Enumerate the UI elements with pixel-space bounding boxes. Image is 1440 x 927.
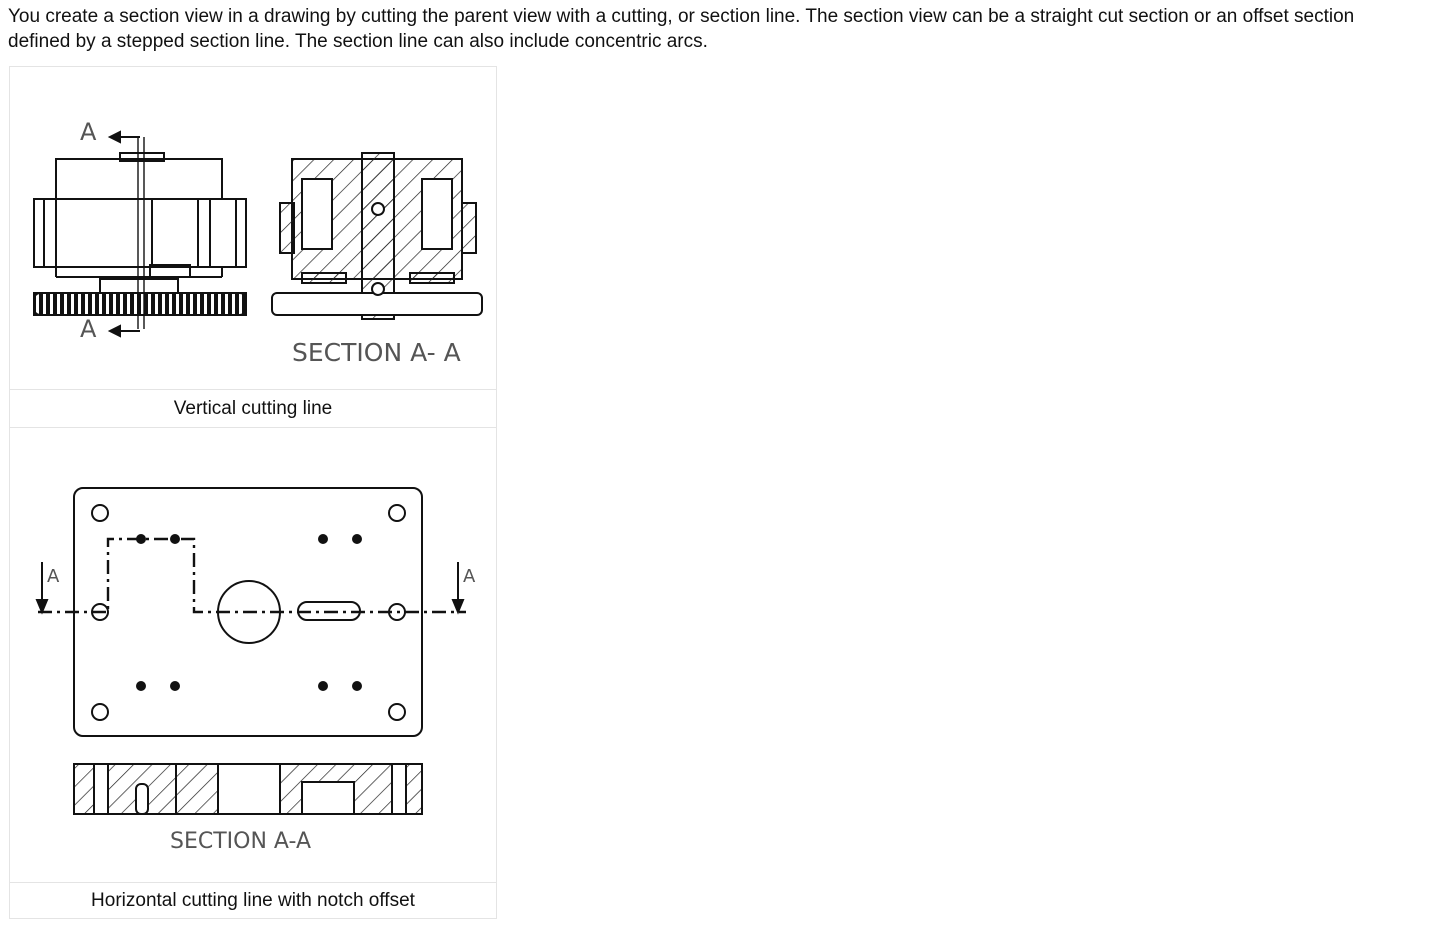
section-view	[272, 153, 482, 319]
cut-arrow-right	[453, 562, 463, 612]
section-title-1: SECTION A- A	[292, 338, 461, 367]
cut-label-left: A	[47, 566, 60, 587]
section-view-2	[74, 764, 422, 814]
figure-vertical-cut-image	[10, 67, 496, 390]
cutting-line	[38, 539, 466, 612]
vertical-cut-drawing	[10, 67, 496, 389]
caption-vertical-cut: Vertical cutting line	[10, 390, 496, 428]
cut-arrow-bottom	[110, 326, 140, 336]
horizontal-cut-drawing	[10, 428, 496, 882]
section-title-2: SECTION A-A	[170, 829, 311, 854]
cut-label-bottom: A	[80, 315, 97, 343]
parent-view	[34, 137, 246, 329]
intro-paragraph: You create a section view in a drawing by cutting the parent view with a cutting, or section line. The section view can be a straight cut section or an offset section defined by a stepped section line. The section line can also include concentric arcs.	[8, 6, 1355, 52]
cut-label-top: A	[80, 118, 97, 146]
cut-label-right: A	[463, 566, 476, 587]
figure-horizontal-cut-image	[10, 428, 496, 883]
caption-horizontal-cut: Horizontal cutting line with notch offset	[91, 889, 415, 911]
figure-table	[9, 66, 497, 919]
cut-arrow-top	[110, 132, 140, 142]
cut-arrow-left	[37, 562, 47, 612]
